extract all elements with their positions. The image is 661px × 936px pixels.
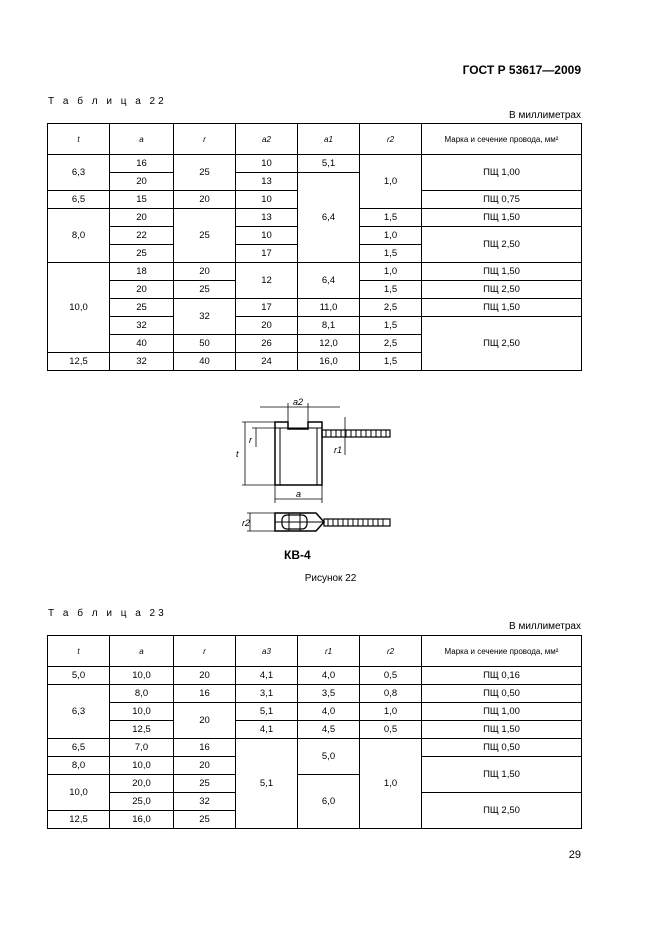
table-row [48, 667, 582, 685]
table-23-unit-note: В миллиметрах [509, 621, 581, 632]
cell-r2: 0,5 [360, 667, 422, 685]
cell-r2: 2,5 [360, 335, 422, 353]
cell-t: 10,0 [48, 775, 110, 811]
cell-a2: 17 [236, 299, 298, 317]
cell-r: 16 [174, 739, 236, 757]
figure-caption: Рисунок 22 [304, 573, 357, 584]
cell-a: 15 [110, 191, 174, 209]
col-header-wire: Марка и сечение провода, мм² [422, 124, 582, 155]
dim-label-a: a [296, 489, 302, 499]
dim-label-a2: a2 [293, 397, 304, 407]
cell-t: 6,5 [48, 191, 110, 209]
dimension-lines [242, 403, 345, 503]
col-header-a2: a2 [236, 124, 298, 155]
cell-a2: 12 [236, 263, 298, 299]
cell-a: 10,0 [110, 667, 174, 685]
cell-a: 16,0 [110, 811, 174, 829]
cell-a2: 17 [236, 245, 298, 263]
cell-a1: 8,1 [298, 317, 360, 335]
cell-r: 20 [174, 191, 236, 209]
cell-a3: 3,1 [236, 685, 298, 703]
col-header-a: a [110, 636, 174, 667]
col-header-r: r [174, 124, 236, 155]
cell-a: 25 [110, 245, 174, 263]
cell-wire: ПЩ 1,00 [422, 703, 582, 721]
col-header-t: t [48, 636, 110, 667]
cell-r1: 5,0 [298, 739, 360, 775]
table-header-row [48, 636, 582, 667]
cell-r2: 0,8 [360, 685, 422, 703]
cell-r1: 4,0 [298, 667, 360, 685]
cell-r: 40 [174, 353, 236, 371]
table-22-unit-note: В миллиметрах [509, 110, 581, 121]
cell-a: 18 [110, 263, 174, 281]
cell-a: 16 [110, 155, 174, 173]
cell-r1: 4,5 [298, 721, 360, 739]
cell-a1: 6,4 [298, 173, 360, 263]
table-row [48, 155, 582, 173]
cell-a: 22 [110, 227, 174, 245]
cell-r2: 0,5 [360, 721, 422, 739]
page-number: 29 [568, 849, 581, 861]
table-row [48, 739, 582, 757]
figure-model-label: КВ-4 [284, 548, 311, 562]
cell-a2: 10 [236, 227, 298, 245]
cell-wire: ПЩ 1,50 [422, 299, 582, 317]
cell-a2: 26 [236, 335, 298, 353]
cell-a: 25 [110, 299, 174, 317]
table-row [48, 263, 582, 281]
cell-r: 25 [174, 775, 236, 793]
cell-t: 12,5 [48, 811, 110, 829]
table-header-row [48, 124, 582, 155]
cell-r: 25 [174, 281, 236, 299]
cell-t: 8,0 [48, 757, 110, 775]
cell-wire: ПЩ 2,50 [422, 317, 582, 371]
col-header-wire: Марка и сечение провода, мм² [422, 636, 582, 667]
cell-wire: ПЩ 1,50 [422, 263, 582, 281]
cell-wire: ПЩ 1,00 [422, 155, 582, 191]
cell-t: 8,0 [48, 209, 110, 263]
cell-r1: 4,0 [298, 703, 360, 721]
cell-a: 20 [110, 281, 174, 299]
table-22 [47, 123, 582, 371]
cell-r: 16 [174, 685, 236, 703]
cell-a2: 24 [236, 353, 298, 371]
table-row [48, 299, 582, 317]
cell-r: 25 [174, 209, 236, 263]
col-header-a3: a3 [236, 636, 298, 667]
brush-front-view [275, 422, 390, 485]
cell-a2: 20 [236, 317, 298, 335]
cell-a: 32 [110, 317, 174, 335]
cell-r2: 1,5 [360, 245, 422, 263]
cell-r2: 1,5 [360, 353, 422, 371]
cell-r: 50 [174, 335, 236, 353]
cell-r2: 1,0 [360, 703, 422, 721]
table-row [48, 317, 582, 335]
table-row [48, 685, 582, 703]
cell-t: 10,0 [48, 263, 110, 353]
cell-r: 20 [174, 667, 236, 685]
cell-r1: 6,0 [298, 775, 360, 829]
cell-a: 32 [110, 353, 174, 371]
cell-r2: 1,0 [360, 155, 422, 209]
cell-a2: 10 [236, 155, 298, 173]
brush-drawing-kv4 [230, 395, 405, 565]
cell-a: 10,0 [110, 703, 174, 721]
dim-label-r2: r2 [242, 518, 251, 528]
cell-wire: ПЩ 0,50 [422, 739, 582, 757]
cell-wire: ПЩ 0,16 [422, 667, 582, 685]
cell-a3: 5,1 [236, 703, 298, 721]
cell-a1: 6,4 [298, 263, 360, 299]
cell-r: 20 [174, 263, 236, 281]
dim-label-r: r [249, 435, 252, 445]
table-22-caption: Т а б л и ц а 22 [48, 96, 167, 107]
cell-wire: ПЩ 0,75 [422, 191, 582, 209]
cell-r2: 1,0 [360, 227, 422, 245]
cell-a3: 4,1 [236, 667, 298, 685]
cell-r: 32 [174, 299, 236, 335]
cell-wire: ПЩ 2,50 [422, 227, 582, 263]
cell-a: 10,0 [110, 757, 174, 775]
table-23-caption: Т а б л и ц а 23 [48, 608, 167, 619]
cell-a2: 13 [236, 173, 298, 191]
col-header-r2: r2 [360, 636, 422, 667]
col-header-r: r [174, 636, 236, 667]
cell-a3: 5,1 [236, 739, 298, 829]
cell-t: 6,3 [48, 155, 110, 191]
cell-r: 25 [174, 811, 236, 829]
cell-wire: ПЩ 2,50 [422, 281, 582, 299]
cell-a: 20 [110, 209, 174, 227]
cell-a: 8,0 [110, 685, 174, 703]
cell-r2: 1,0 [360, 263, 422, 281]
cell-a: 20 [110, 173, 174, 191]
cell-r2: 1,5 [360, 209, 422, 227]
side-dimension [247, 513, 275, 531]
cell-wire: ПЩ 1,50 [422, 209, 582, 227]
cell-a1: 11,0 [298, 299, 360, 317]
cell-wire: ПЩ 2,50 [422, 793, 582, 829]
table-row [48, 703, 582, 721]
document-standard-number: ГОСТ Р 53617—2009 [462, 63, 581, 77]
cell-t: 12,5 [48, 353, 110, 371]
cell-a1: 16,0 [298, 353, 360, 371]
col-header-t: t [48, 124, 110, 155]
cell-r: 20 [174, 757, 236, 775]
col-header-a1: a1 [298, 124, 360, 155]
col-header-r1: r1 [298, 636, 360, 667]
table-23 [47, 635, 582, 829]
col-header-a: a [110, 124, 174, 155]
cell-r2: 2,5 [360, 299, 422, 317]
cell-r2: 1,5 [360, 281, 422, 299]
cell-r: 32 [174, 793, 236, 811]
cell-r2: 1,0 [360, 739, 422, 829]
cell-wire: ПЩ 1,50 [422, 757, 582, 793]
cell-a2: 10 [236, 191, 298, 209]
cell-wire: ПЩ 1,50 [422, 721, 582, 739]
cell-r: 20 [174, 703, 236, 739]
cell-a: 12,5 [110, 721, 174, 739]
cell-a: 40 [110, 335, 174, 353]
dim-label-t: t [236, 449, 239, 459]
cell-r1: 3,5 [298, 685, 360, 703]
cell-a: 20,0 [110, 775, 174, 793]
cell-r: 25 [174, 155, 236, 191]
col-header-r2: r2 [360, 124, 422, 155]
cell-t: 6,3 [48, 685, 110, 739]
dimension-labels [236, 397, 342, 499]
brush-side-view [275, 513, 390, 531]
cell-wire: ПЩ 0,50 [422, 685, 582, 703]
cell-a2: 13 [236, 209, 298, 227]
cell-t: 5,0 [48, 667, 110, 685]
cell-r2: 1,5 [360, 317, 422, 335]
cell-a1: 12,0 [298, 335, 360, 353]
cell-a: 7,0 [110, 739, 174, 757]
cell-t: 6,5 [48, 739, 110, 757]
cell-a: 25,0 [110, 793, 174, 811]
cell-a3: 4,1 [236, 721, 298, 739]
dim-label-r1: r1 [334, 445, 343, 455]
cell-a1: 5,1 [298, 155, 360, 173]
table-row [48, 721, 582, 739]
